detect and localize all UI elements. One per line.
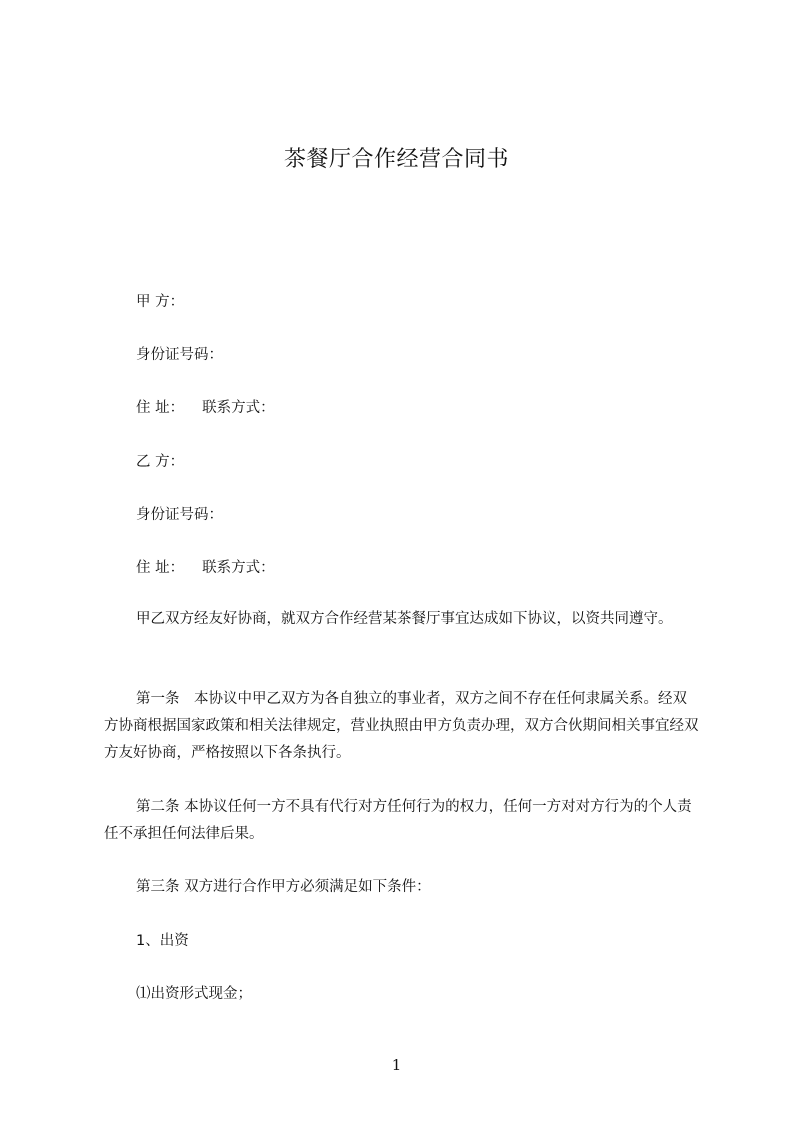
party-b-id-label: 身份证号码： [136, 507, 223, 523]
article-2-text: 第二条 本协议任何一方不具有代行对方任何行为的权力，任何一方对对方行为的个人责任不承担任何法律后果。 [104, 799, 692, 842]
item-1-1-text: ⑴出资形式现金； [136, 986, 252, 1002]
intro-paragraph [104, 606, 700, 633]
article-1-paragraph [104, 686, 700, 767]
party-a-name-label: 甲 方： [136, 294, 185, 310]
party-b-contact-label: 联系方式： [202, 560, 275, 576]
party-a-address-label: 住 址： [136, 400, 185, 416]
party-a-contact-label: 联系方式： [202, 400, 275, 416]
item-1-text: 1、出资 [136, 933, 189, 949]
party-a-address-row [136, 398, 275, 418]
article-1-text: 第一条 本协议中甲乙双方为各自独立的事业者，双方之间不存在任何隶属关系。经双方协商根据国家政策和相关法律规定，营业执照由甲方负责办理，双方合伙期间相关事宜经双方友好协商，严格按照以下各条执行。 [104, 691, 699, 761]
intro-text: 甲乙双方经友好协商，就双方合作经营某茶餐厅事宜达成如下协议，以资共同遵守。 [136, 611, 673, 627]
article-2-paragraph [104, 794, 700, 848]
page-number: 1 [391, 1056, 402, 1074]
party-b-address-label: 住 址： [136, 560, 185, 576]
party-b-name-label: 乙 方： [136, 454, 185, 470]
article-3-text: 第三条 双方进行合作甲方必须满足如下条件： [136, 879, 431, 895]
party-b-address-row [136, 558, 275, 578]
document-title: 茶餐厅合作经营合同书 [283, 147, 509, 172]
party-a-id-label: 身份证号码： [136, 347, 223, 363]
